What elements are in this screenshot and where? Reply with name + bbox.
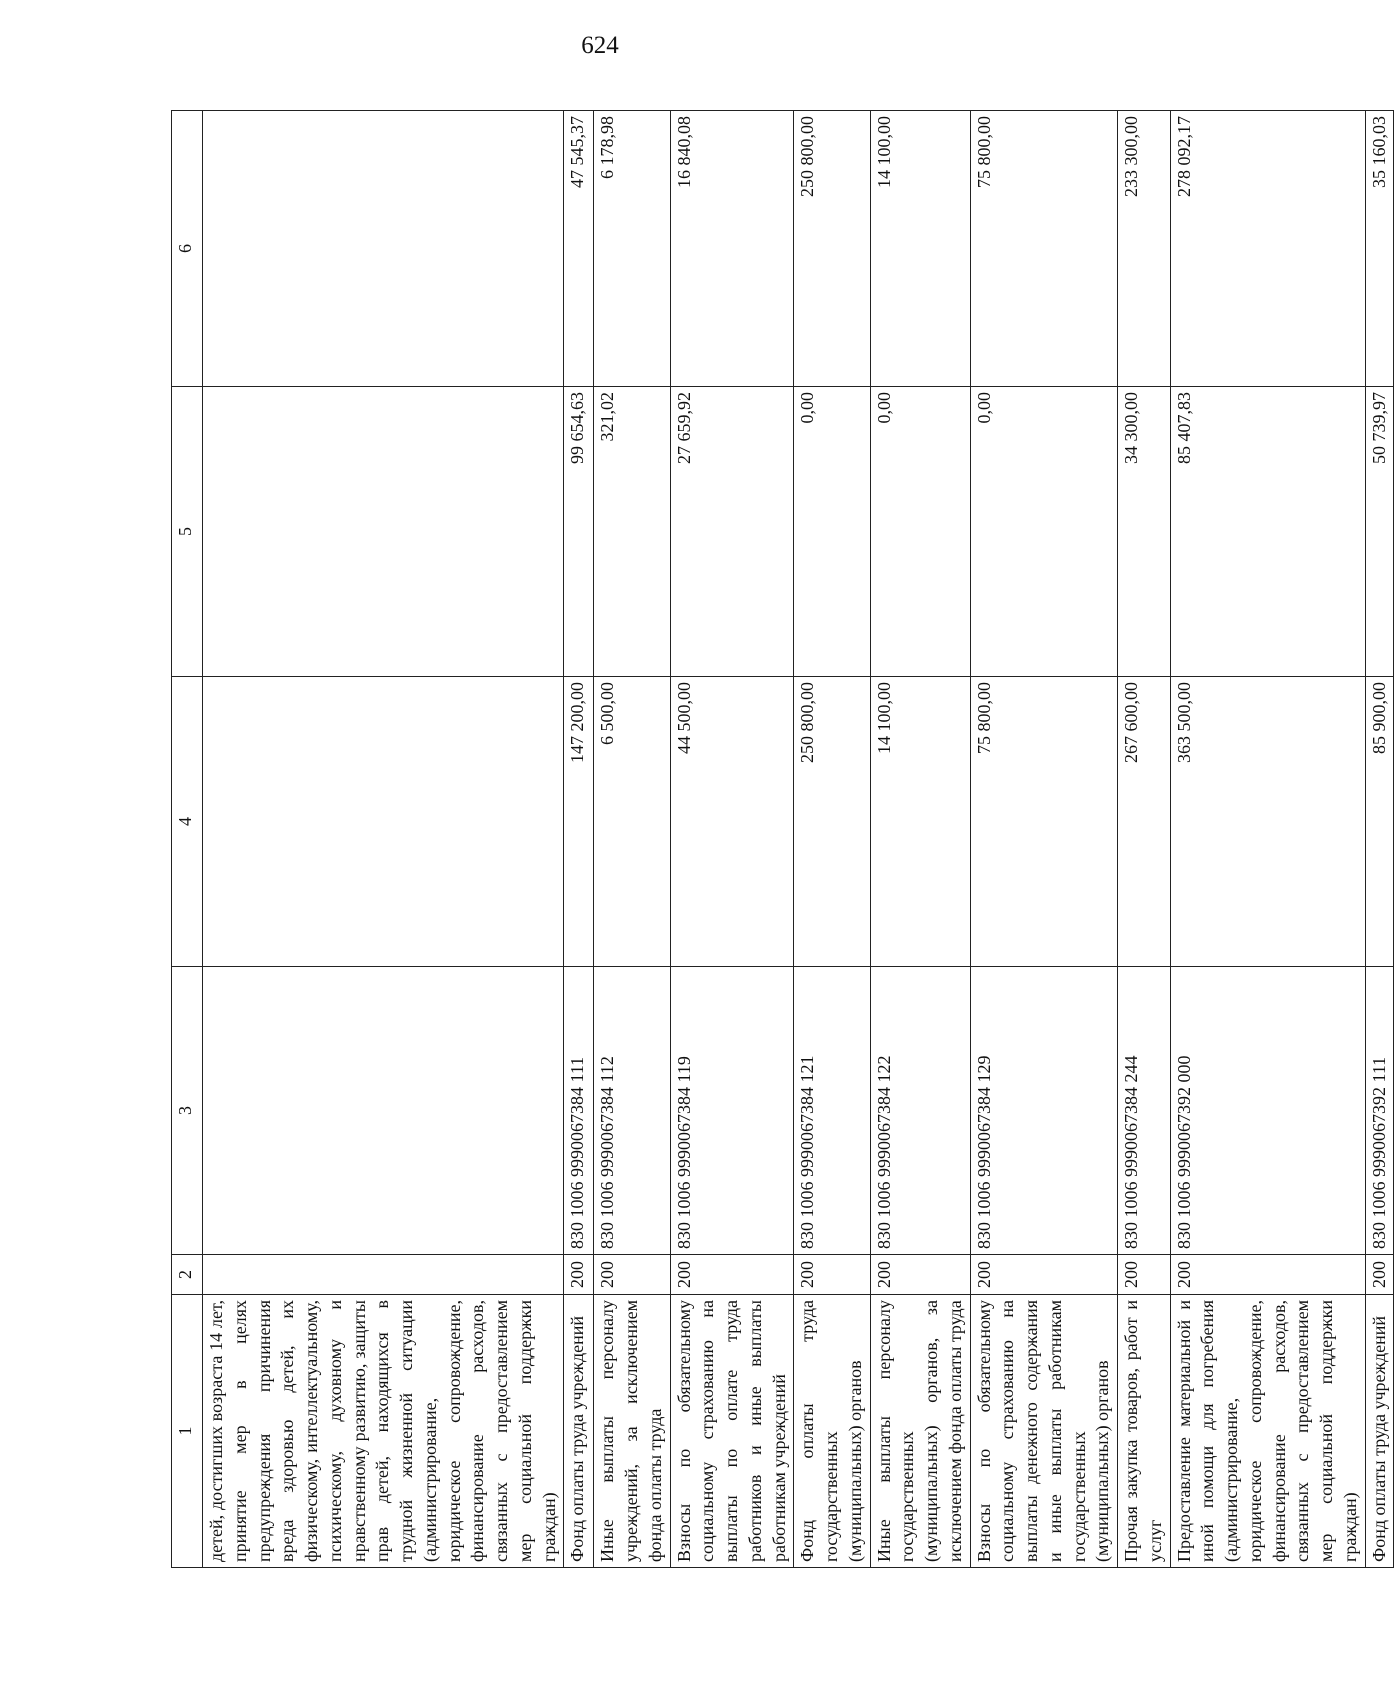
row-code: 200 <box>794 1255 870 1295</box>
row-kbk: 830 1006 9990067392 000 <box>1170 967 1365 1255</box>
row-code <box>203 1255 564 1295</box>
row-kbk <box>203 967 564 1255</box>
row-kbk: 830 1006 9990067384 121 <box>794 967 870 1255</box>
row-col6-value: 75 800,00 <box>970 111 1118 387</box>
row-col6-value <box>203 111 564 387</box>
table-row <box>970 111 1118 1568</box>
row-description: Взносы по обязательному социальному страхованию на выплаты денежного содержания и иные выплаты работникам государственных (муниципальных) органов <box>970 1295 1118 1568</box>
row-col5-value <box>203 387 564 677</box>
row-code: 200 <box>564 1255 594 1295</box>
budget-table-container <box>171 111 1389 1568</box>
row-col4-value: 6 500,00 <box>594 677 670 967</box>
header-cell: 5 <box>172 387 203 677</box>
row-col6-value: 233 300,00 <box>1118 111 1171 387</box>
row-code: 200 <box>1118 1255 1171 1295</box>
row-description: Фонд оплаты труда учреждений <box>564 1295 594 1568</box>
row-col5-value: 0,00 <box>870 387 970 677</box>
row-description: Фонд оплаты труда государственных (муниципальных) органов <box>794 1295 870 1568</box>
row-kbk: 830 1006 9990067384 112 <box>594 967 670 1255</box>
row-description: Взносы по обязательному социальному страхованию на выплаты по оплате труда работников и иные выплаты работникам учреждений <box>670 1295 794 1568</box>
row-kbk: 830 1006 9990067384 111 <box>564 967 594 1255</box>
row-description: Иные выплаты персоналу учреждений, за исключением фонда оплаты труда <box>594 1295 670 1568</box>
row-col4-value: 75 800,00 <box>970 677 1118 967</box>
row-col4-value: 363 500,00 <box>1170 677 1365 967</box>
table-row <box>1365 111 1394 1568</box>
row-description: Предоставление материальной и иной помощи для погребения (администрирование, юридическое сопровождение, финансирование расходов, связанных с предоставлением мер социальной поддержки граждан) <box>1170 1295 1365 1568</box>
header-cell: 6 <box>172 111 203 387</box>
row-col5-value: 99 654,63 <box>564 387 594 677</box>
header-row <box>172 111 203 1568</box>
header-cell: 3 <box>172 967 203 1255</box>
row-col5-value: 34 300,00 <box>1118 387 1171 677</box>
row-col6-value: 278 092,17 <box>1170 111 1365 387</box>
row-description: детей, достигших возраста 14 лет, принятие мер в целях предупреждения причинения вреда здоровью детей, их физическому, интеллектуальному, психическому, духовному и нравственному развитию, защиты прав детей, находящихся в трудной жизненной ситуации (администрирование, юридическое сопровождение, финансирование расходов, связанных с предоставлением мер социальной поддержки граждан) <box>203 1295 564 1568</box>
row-code: 200 <box>594 1255 670 1295</box>
row-kbk: 830 1006 9990067384 244 <box>1118 967 1171 1255</box>
table-row <box>564 111 594 1568</box>
row-col6-value: 14 100,00 <box>870 111 970 387</box>
row-col6-value: 35 160,03 <box>1365 111 1394 387</box>
row-col5-value: 27 659,92 <box>670 387 794 677</box>
table-row <box>794 111 870 1568</box>
table-row <box>1118 111 1171 1568</box>
row-code: 200 <box>970 1255 1118 1295</box>
row-col5-value: 321,02 <box>594 387 670 677</box>
row-kbk: 830 1006 9990067384 122 <box>870 967 970 1255</box>
table-row <box>870 111 970 1568</box>
row-col4-value <box>203 677 564 967</box>
row-col6-value: 16 840,08 <box>670 111 794 387</box>
row-kbk: 830 1006 9990067384 119 <box>670 967 794 1255</box>
table-row <box>203 111 564 1568</box>
table-row <box>1170 111 1365 1568</box>
row-col4-value: 147 200,00 <box>564 677 594 967</box>
row-col4-value: 14 100,00 <box>870 677 970 967</box>
row-col4-value: 250 800,00 <box>794 677 870 967</box>
header-cell: 2 <box>172 1255 203 1295</box>
row-description: Фонд оплаты труда учреждений <box>1365 1295 1394 1568</box>
budget-table <box>171 110 1394 1568</box>
header-cell: 4 <box>172 677 203 967</box>
row-code: 200 <box>1170 1255 1365 1295</box>
row-kbk: 830 1006 9990067384 129 <box>970 967 1118 1255</box>
table-row <box>594 111 670 1568</box>
row-col4-value: 267 600,00 <box>1118 677 1171 967</box>
row-col6-value: 6 178,98 <box>594 111 670 387</box>
row-description: Прочая закупка товаров, работ и услуг <box>1118 1295 1171 1568</box>
row-col4-value: 44 500,00 <box>670 677 794 967</box>
row-code: 200 <box>1365 1255 1394 1295</box>
row-kbk: 830 1006 9990067392 111 <box>1365 967 1394 1255</box>
table-row <box>670 111 794 1568</box>
page-number: 624 <box>581 32 619 59</box>
row-code: 200 <box>670 1255 794 1295</box>
row-col5-value: 85 407,83 <box>1170 387 1365 677</box>
row-col5-value: 50 739,97 <box>1365 387 1394 677</box>
row-col4-value: 85 900,00 <box>1365 677 1394 967</box>
row-col5-value: 0,00 <box>794 387 870 677</box>
row-code: 200 <box>870 1255 970 1295</box>
header-cell: 1 <box>172 1295 203 1568</box>
row-description: Иные выплаты персоналу государственных (муниципальных) органов, за исключением фонда оплаты труда <box>870 1295 970 1568</box>
row-col5-value: 0,00 <box>970 387 1118 677</box>
row-col6-value: 250 800,00 <box>794 111 870 387</box>
row-col6-value: 47 545,37 <box>564 111 594 387</box>
